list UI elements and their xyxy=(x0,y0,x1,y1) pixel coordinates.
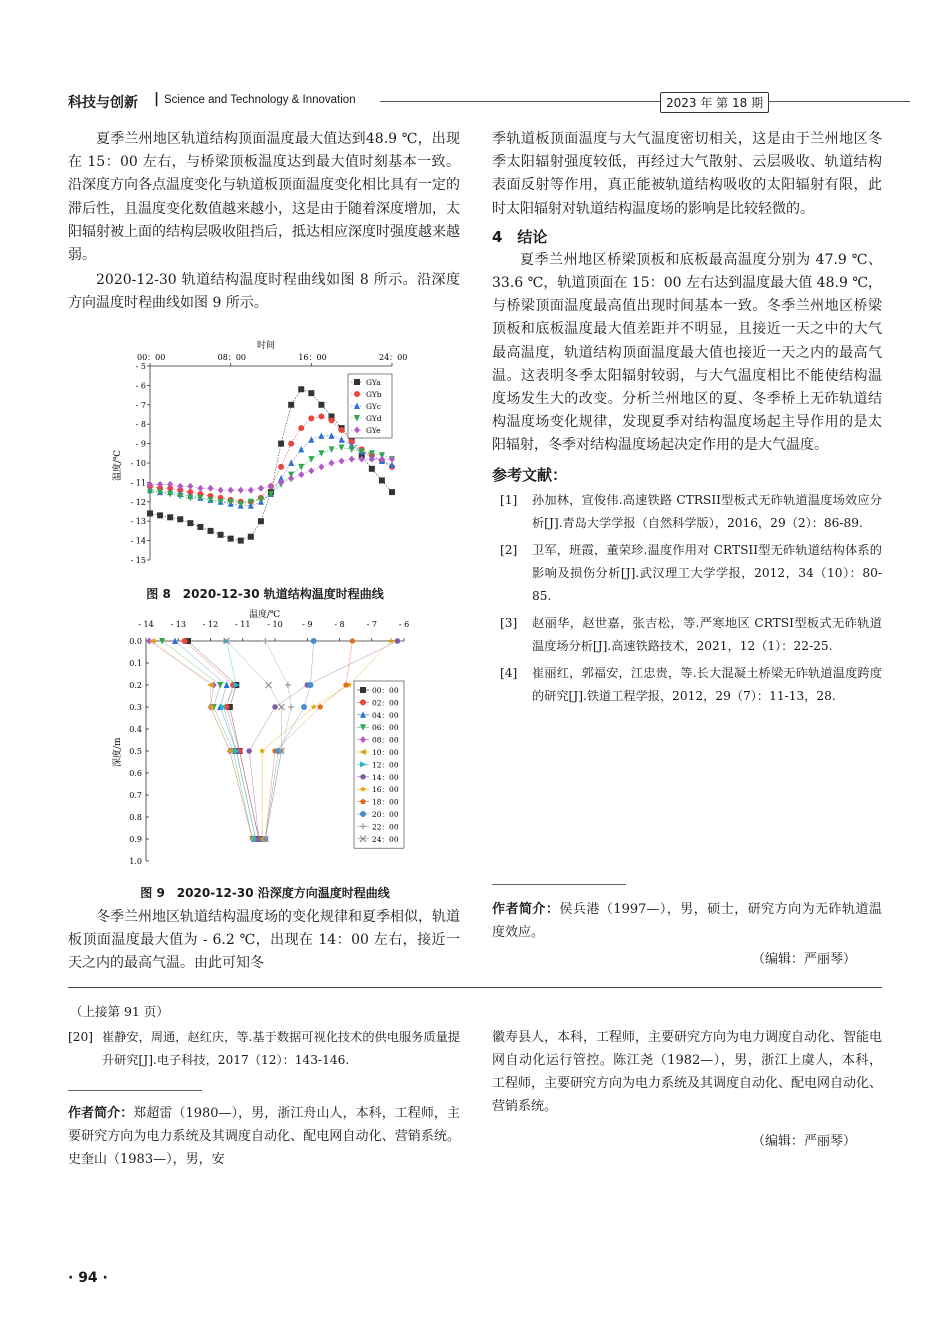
series-line xyxy=(265,641,291,839)
reference-text: 卫军，班霞，董荣珍.温度作用对 CRTSII型无砟轨道结构体系的影响及损伤分析[J].武汉理工大学学报，2012，34（10）：80-85. xyxy=(532,542,882,603)
x-tick-label: - 6 xyxy=(398,620,410,629)
data-point xyxy=(228,487,234,494)
data-point xyxy=(307,682,313,688)
references-heading: 参考文献： xyxy=(492,465,568,484)
bottom-editor-note: （编辑：严丽琴） xyxy=(752,1134,857,1149)
data-point xyxy=(187,483,193,490)
data-point xyxy=(329,446,335,453)
data-point xyxy=(238,487,244,494)
legend-label: 02：00 xyxy=(372,698,399,708)
x-tick-label: 24：00 xyxy=(379,353,408,362)
data-point xyxy=(258,518,264,524)
data-point xyxy=(350,638,356,643)
y-tick-label: - 14 xyxy=(130,536,146,546)
left-column-lower xyxy=(68,906,460,976)
data-point xyxy=(288,441,294,447)
bottom-author-note-left xyxy=(68,1102,460,1171)
data-point xyxy=(262,638,268,644)
reference-text: 崔静安，周通，赵红庆，等.基于数据可视化技术的供电服务质量提升研究[J].电子科技，2017（12）：143-146. xyxy=(102,1030,460,1067)
data-point xyxy=(349,456,355,463)
data-point xyxy=(317,704,323,709)
series-line xyxy=(188,641,259,839)
reference-list xyxy=(492,489,882,708)
data-point xyxy=(395,638,401,643)
legend-label: 22：00 xyxy=(372,822,399,832)
data-point xyxy=(318,463,324,470)
figure-8-caption: 图 8 2020-12-30 轨道结构温度时程曲线 xyxy=(146,587,384,601)
data-point xyxy=(197,485,203,492)
right-column xyxy=(492,128,882,708)
y-tick-label: - 8 xyxy=(135,420,146,430)
data-point xyxy=(339,427,345,433)
y-tick-label: 0.6 xyxy=(129,769,142,778)
series-line xyxy=(265,641,313,839)
legend-label: 12：00 xyxy=(372,760,399,770)
data-point xyxy=(246,748,252,753)
data-point xyxy=(308,390,314,396)
author-note-text: 侯兵港（1997—），男，硕士，研究方向为无砟轨道温度效应。 xyxy=(492,902,882,940)
data-point xyxy=(288,704,294,710)
data-point xyxy=(308,436,314,443)
x-tick-label: 00：00 xyxy=(137,353,166,362)
reference-text: 孙加林，宣俊伟.高速铁路 CTRSII型板式无砟轨道温度场效应分析[J].青岛大学学报（自然科学版），2016，29（2）：86-89. xyxy=(532,492,882,530)
data-point xyxy=(369,466,375,472)
data-point xyxy=(329,417,335,423)
x-tick-label: - 9 xyxy=(302,620,313,629)
data-point xyxy=(218,532,224,538)
reference-text: 崔丽红，郭福安，江忠贵，等.长大混凝土桥梁无砟轨道温度跨度的研究[J].铁道工程学报，2012，29（7）：11-13，28. xyxy=(532,665,882,703)
data-point xyxy=(177,516,183,522)
x-tick-label: - 13 xyxy=(170,620,186,629)
y-tick-label: 0.9 xyxy=(129,835,142,844)
x-axis-label: 时间 xyxy=(257,341,276,351)
page-number: · 94 · xyxy=(68,1270,108,1286)
data-point xyxy=(389,489,395,495)
data-point xyxy=(318,432,324,439)
x-tick-label: - 7 xyxy=(366,620,377,629)
data-point xyxy=(238,538,244,544)
author-note-label: 作者简介： xyxy=(68,1106,134,1121)
data-point xyxy=(329,432,335,439)
data-point xyxy=(379,477,385,483)
left-paragraph-1: 夏季兰州地区轨道结构顶面温度最大值达到48.9 ℃，出现在 15：00 左右，与桥梁顶板温度达到最大值时刻基本一致。沿深度方向各点温度变化与轨道板顶面温度变化相比具有一定的滞后性，且温度变化数值越来越小，这是由于随着深度增加，太阳辐射被上面的结构层吸收阻挡后，抵达相应深度时强度越来越弱。 xyxy=(68,131,460,264)
y-tick-label: 0.1 xyxy=(129,659,142,668)
series-line xyxy=(162,641,252,839)
legend-marker xyxy=(360,687,366,693)
data-point xyxy=(208,528,214,534)
legend-label: 16：00 xyxy=(372,785,399,795)
data-point xyxy=(298,446,304,453)
data-point xyxy=(298,464,304,471)
data-point xyxy=(147,510,153,516)
header-rule xyxy=(380,101,910,102)
series-line xyxy=(227,641,282,839)
legend-label: 14：00 xyxy=(372,772,399,782)
author-note-text: 郑超雷（1980—），男，浙江舟山人，本科，工程师，主要研究方向为电力系统及其调度自动化、配电网自动化、营销系统。史奎山（1983—），男，安 xyxy=(68,1106,460,1167)
data-point xyxy=(343,682,349,687)
y-tick-label: - 12 xyxy=(130,497,146,507)
data-point xyxy=(278,441,284,447)
reference-item xyxy=(492,539,882,608)
data-point xyxy=(288,475,294,482)
data-point xyxy=(218,487,224,494)
reference-item xyxy=(492,662,882,708)
y-tick-label: 0.0 xyxy=(129,637,142,646)
x-axis-label: 温度/℃ xyxy=(249,610,281,620)
data-point xyxy=(339,436,345,443)
reference-item-20 xyxy=(68,1026,460,1072)
x-tick-label: - 10 xyxy=(267,620,283,629)
data-point xyxy=(298,425,304,431)
y-tick-label: 0.4 xyxy=(129,725,142,734)
data-point xyxy=(298,471,304,478)
figure-9-chart xyxy=(108,605,418,867)
y-tick-label: 1.0 xyxy=(129,857,142,866)
legend-label: 20：00 xyxy=(372,810,399,819)
series-line xyxy=(185,641,259,839)
y-tick-label: 0.3 xyxy=(129,703,142,712)
reference-text: 赵丽华，赵世嘉，张吉松，等.严寒地区 CRTSI型板式无砟轨道温度场分析[J].高速铁路技术，2021，12（1）：22-25. xyxy=(532,615,882,653)
legend-label: 04：00 xyxy=(372,710,399,720)
y-axis-label: 温度/℃ xyxy=(113,449,123,481)
legend-label: 00：00 xyxy=(372,686,399,695)
series-line xyxy=(152,641,252,839)
data-point xyxy=(217,682,223,689)
reference-number: [2] xyxy=(500,542,518,557)
data-point xyxy=(288,402,294,408)
x-tick-label: - 12 xyxy=(202,620,219,629)
data-point xyxy=(298,386,304,392)
data-point xyxy=(228,536,234,542)
data-point xyxy=(182,638,188,644)
author-note-rule xyxy=(492,884,626,885)
author-note-label: 作者简介： xyxy=(492,902,560,917)
legend-label: 10：00 xyxy=(372,748,399,757)
y-tick-label: - 9 xyxy=(135,439,146,449)
data-point xyxy=(278,464,284,470)
data-point xyxy=(266,682,272,688)
data-point xyxy=(318,402,324,408)
header-separator: | xyxy=(154,91,160,107)
data-point xyxy=(308,467,314,474)
x-tick-label: - 14 xyxy=(138,620,154,629)
left-paragraph-3: 冬季兰州地区轨道结构温度场的变化规律和夏季相似，轨道板顶面温度最大值为 - 6.2 ℃，出现在 14：00 左右，接近一天之内的最高气温。由此可知冬 xyxy=(68,909,460,972)
continuation-note: （上接第 91 页） xyxy=(70,1004,169,1019)
left-paragraph-2: 2020-12-30 轨道结构温度时程曲线如图 8 所示。沿深度方向温度时程曲线如图 9 所示。 xyxy=(68,272,460,312)
data-point xyxy=(285,682,291,688)
data-point xyxy=(157,512,163,518)
figure-9-caption: 图 9 2020-12-30 沿深度方向温度时程曲线 xyxy=(140,886,390,900)
data-point xyxy=(258,497,264,504)
data-point xyxy=(248,534,254,540)
conclusion-paragraph: 夏季兰州地区桥梁顶板和底板最高温度分别为 47.9 ℃、33.6 ℃，轨道顶面在 15：00 左右达到温度最大值 48.9 ℃，与桥梁顶面温度最高值出现时间基本一致。冬季兰州地区桥梁顶板和底板温度最大值差距并不明显，且接近一天之中的大气最高温度，轨道结构顶面温度最大值也接近一天之内的最高气温。这表明冬季太阳辐射较弱，与大气温度相比不能使结构温度场发生大的改变。分析兰州地区的夏、冬季桥上无砟轨道结构温度场变化规律，发现夏季对结构温度场起主导作用的是太阳辐射，冬季对结构温度场起决定作用的是大气温度。 xyxy=(492,251,882,454)
bottom-author-rule xyxy=(68,1090,202,1091)
data-point xyxy=(329,460,335,467)
legend-label: 18：00 xyxy=(372,797,399,807)
data-point xyxy=(208,485,214,492)
data-point xyxy=(301,704,307,710)
reference-number: [4] xyxy=(500,665,518,680)
data-point xyxy=(224,682,230,689)
author-note xyxy=(492,898,882,944)
x-tick-label: 16：00 xyxy=(298,353,327,362)
y-tick-label: - 7 xyxy=(135,400,146,410)
section-4-heading: 4 结论 xyxy=(492,227,548,246)
section-divider xyxy=(68,987,882,988)
data-point xyxy=(258,485,264,492)
reference-item xyxy=(492,612,882,658)
legend-marker xyxy=(354,379,360,385)
right-paragraph-1: 季轨道板顶面温度与大气温度密切相关，这是由于兰州地区冬季太阳辐射强度较低，再经过大气散射、云层吸收、轨道结构表面反射等作用，真正能被轨道结构吸收的太阳辐射有限，此时太阳辐射对轨道结构温度场的影响是比较轻微的。 xyxy=(492,131,882,217)
legend-label: GYb xyxy=(366,390,382,399)
data-point xyxy=(167,514,173,520)
y-tick-label: - 10 xyxy=(130,459,146,468)
y-tick-label: - 6 xyxy=(135,381,146,391)
y-tick-label: 0.7 xyxy=(129,791,142,800)
legend-label: 24：00 xyxy=(372,834,399,844)
legend-label: 08：00 xyxy=(372,735,399,745)
page-header xyxy=(68,92,912,112)
legend-label: GYd xyxy=(366,414,382,423)
data-point xyxy=(187,520,193,526)
series-line xyxy=(175,641,256,839)
data-point xyxy=(238,501,244,508)
data-point xyxy=(268,483,274,490)
issue-badge: 2023 年 第 18 期 xyxy=(660,92,769,113)
x-tick-label: - 8 xyxy=(334,620,345,629)
left-column xyxy=(68,128,460,316)
data-point xyxy=(318,413,324,419)
legend-label: 06：00 xyxy=(372,723,399,733)
editor-note: （编辑：严丽琴） xyxy=(752,952,857,967)
legend-marker xyxy=(360,699,366,705)
y-tick-label: 0.2 xyxy=(129,681,142,690)
reference-item xyxy=(492,489,882,535)
series-line xyxy=(265,641,352,839)
journal-title-cn: 科技与创新 xyxy=(68,95,138,111)
y-tick-label: - 15 xyxy=(130,556,146,565)
reference-number: [20] xyxy=(68,1030,94,1044)
data-point xyxy=(272,704,278,709)
y-axis-label: 深度/m xyxy=(113,737,123,767)
y-tick-label: 0.8 xyxy=(129,813,142,822)
data-point xyxy=(248,487,254,494)
reference-number: [3] xyxy=(500,615,518,630)
data-point xyxy=(311,638,317,644)
y-tick-label: - 13 xyxy=(130,517,146,527)
y-tick-label: - 5 xyxy=(135,362,146,371)
legend-marker xyxy=(354,391,360,397)
data-point xyxy=(197,524,203,530)
legend-marker xyxy=(360,811,366,817)
legend-label: GYc xyxy=(366,402,382,411)
data-point xyxy=(339,458,345,465)
legend-label: GYe xyxy=(366,426,381,435)
data-point xyxy=(308,456,314,463)
figure-8-chart xyxy=(108,336,408,572)
legend-label: GYa xyxy=(366,378,381,387)
bottom-author-note-right: 徽寿县人，本科，工程师，主要研究方向为电力调度自动化、智能电网自动化运行管控。陈江尧（1982—），男，浙江上虞人，本科，工程师，主要研究方向为电力系统及其调度自动化、配电网自动化、营销系统。 xyxy=(492,1030,883,1114)
y-tick-label: 0.5 xyxy=(129,747,142,756)
x-tick-label: - 11 xyxy=(235,620,251,629)
data-point xyxy=(318,450,324,457)
reference-number: [1] xyxy=(500,492,518,507)
y-tick-label: - 11 xyxy=(130,478,146,488)
x-tick-label: 08：00 xyxy=(217,353,247,362)
data-point xyxy=(308,415,314,421)
journal-title-en: Science and Technology & Innovation xyxy=(164,94,356,106)
